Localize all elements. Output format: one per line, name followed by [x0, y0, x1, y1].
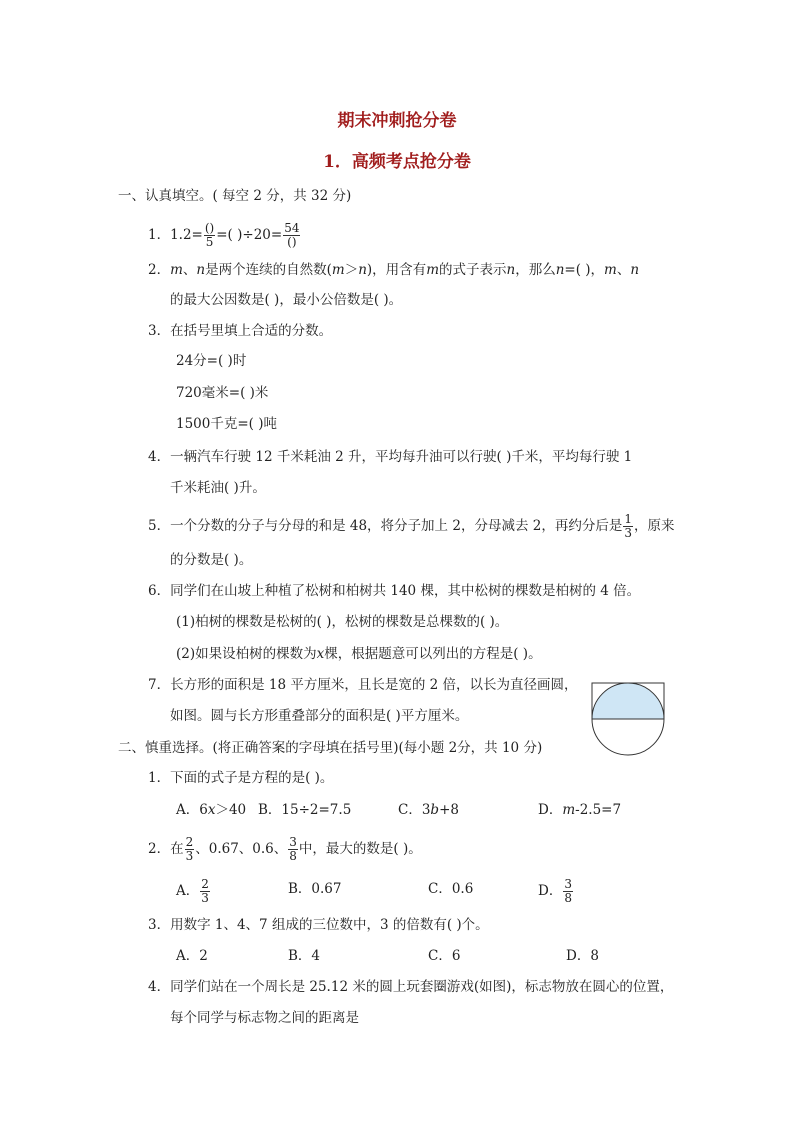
- fraction: $\frac{()}{5}$: [204, 221, 215, 249]
- option-2-2-d: D． $\frac{3}{8}$: [538, 877, 572, 905]
- option-2-2-c: C．0.6: [428, 881, 474, 897]
- question-1-3-b: 720毫米=( )米: [176, 385, 269, 401]
- overlap-region: [592, 683, 664, 719]
- question-2-2: 2．在 $\frac{2}{3}$ 、0.67、0.6、 $\frac{3}{8}$ 中，最大的数是( )。: [148, 835, 422, 863]
- option-2-3-c: C．6: [428, 948, 461, 964]
- question-1-2-line1: 2．m、n是两个连续的自然数(m＞n)，用含有m的式子表示n，那么n=( )，m、n: [148, 262, 640, 278]
- option-2-1-d: D．m-2.5=7: [538, 802, 622, 818]
- question-1-3-a: 24分=( )时: [176, 353, 247, 369]
- circle-rectangle-figure: [588, 681, 668, 761]
- option-2-2-b: B．0.67: [288, 881, 342, 897]
- option-2-3-a: A．2: [176, 948, 208, 964]
- fraction: $\frac{3}{8}$: [564, 877, 572, 905]
- question-1-5-line1: 5．一个分数的分子与分母的和是 48，将分子加上 2，分母减去 2，再约分后是 $\frac{1}{3}$ ，原来: [148, 512, 675, 540]
- question-1-6: 6．同学们在山坡上种植了松树和柏树共 140 棵，其中松树的棵数是柏树的 4 倍。: [148, 583, 641, 599]
- question-1-4-line1: 4．一辆汽车行驶 12 千米耗油 2 升，平均每升油可以行驶( )千米，平均每行驶 1: [148, 449, 633, 465]
- section2-heading: 二、慎重选择。(将正确答案的字母填在括号里)(每小题 2分，共 10 分): [118, 740, 543, 756]
- question-1-7-line2: 如图。圆与长方形重叠部分的面积是( )平方厘米。: [170, 708, 469, 724]
- question-1-6-a: (1)柏树的棵数是松树的( )，松树的棵数是总棵数的( )。: [176, 614, 509, 630]
- question-2-4-line2: 每个同学与标志物之间的距离是: [170, 1010, 359, 1026]
- section1-heading: 一、认真填空。( 每空 2 分，共 32 分): [118, 188, 352, 204]
- fraction: $\frac{1}{3}$: [624, 512, 632, 540]
- question-1-5-line2: 的分数是( )。: [170, 552, 253, 568]
- option-2-1-c: C．3b+8: [398, 802, 459, 818]
- question-1-2-line2: 的最大公因数是( )，最小公倍数是( )。: [170, 292, 403, 308]
- option-2-3-d: D．8: [566, 948, 599, 964]
- question-1-1: 1．1.2= $\frac{()}{5}$ =( )÷20= $\frac{54}{()}$: [148, 221, 300, 249]
- question-2-1: 1．下面的式子是方程的是( )。: [148, 770, 334, 786]
- page-title: 期末冲刺抢分卷: [337, 111, 457, 131]
- question-2-3: 3．用数字 1、4、7 组成的三位数中，3 的倍数有( )个。: [148, 917, 489, 933]
- option-2-3-b: B．4: [288, 948, 321, 964]
- question-1-7-line1: 7．长方形的面积是 18 平方厘米，且长是宽的 2 倍，以长为直径画圆，: [148, 677, 578, 693]
- fraction: $\frac{3}{8}$: [289, 835, 297, 863]
- option-2-1-a: A．6x＞40: [176, 802, 247, 818]
- option-2-2-a: A． $\frac{2}{3}$: [176, 877, 209, 905]
- page-subtitle: 1．高频考点抢分卷: [323, 152, 471, 172]
- question-1-3: 3．在括号里填上合适的分数。: [148, 323, 333, 339]
- question-1-3-c: 1500千克=( )吨: [176, 416, 277, 432]
- fraction: $\frac{54}{()}$: [284, 221, 300, 249]
- question-1-6-b: (2)如果设柏树的棵数为x棵，根据题意可以列出的方程是( )。: [176, 646, 542, 662]
- fraction: $\frac{2}{3}$: [185, 835, 194, 863]
- fraction: $\frac{2}{3}$: [201, 877, 209, 905]
- option-2-1-b: B．15÷2=7.5: [258, 802, 352, 818]
- question-1-4-line2: 千米耗油( )升。: [170, 480, 266, 496]
- question-2-4-line1: 4．同学们站在一个周长是 25.12 米的圆上玩套圈游戏(如图)，标志物放在圆心的位置，: [148, 979, 674, 995]
